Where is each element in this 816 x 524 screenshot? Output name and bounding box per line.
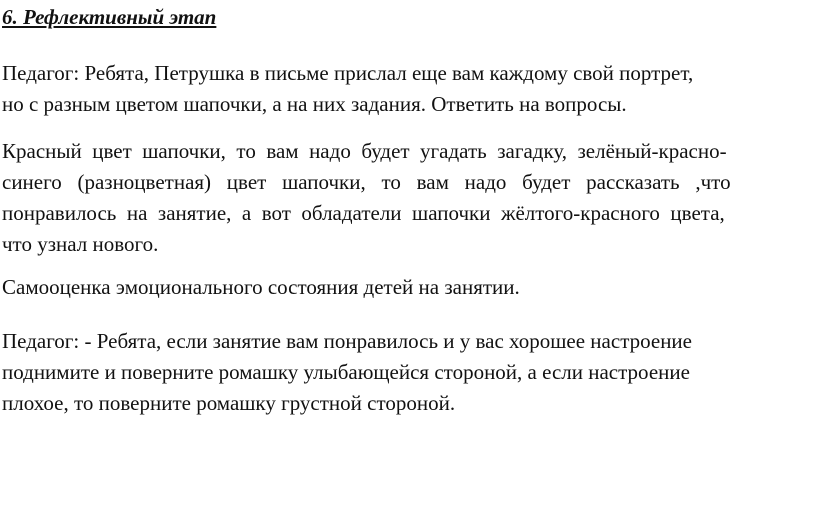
text-line: но с разным цветом шапочки, а на них задания. Ответить на вопросы. <box>2 92 627 116</box>
text-line: Красный цвет шапочки, то вам надо будет угадать загадку, зелёный-красно- <box>2 139 727 163</box>
section-heading: 6. Рефлективный этап <box>2 5 217 29</box>
text-line: что узнал нового. <box>2 232 159 256</box>
paragraph-cap-colors <box>2 136 810 260</box>
text-line: Педагог: - Ребята, если занятие вам понравилось и у вас хорошее настроение <box>2 329 692 353</box>
text-line: поднимите и поверните ромашку улыбающейся стороной, а если настроение <box>2 360 690 384</box>
text-line: Педагог: Ребята, Петрушка в письме прислал еще вам каждому свой портрет, <box>2 61 694 85</box>
paragraph-teacher-daisy <box>2 326 810 419</box>
paragraph-self-assessment <box>2 272 810 303</box>
paragraph-teacher-intro <box>2 58 810 120</box>
text-line: понравилось на занятие, а вот обладатели шапочки жёлтого-красного цвета, <box>2 201 725 225</box>
text-line: синего (разноцветная) цвет шапочки, то вам надо будет рассказать ,что <box>2 170 731 194</box>
text-line: Самооценка эмоционального состояния детей на занятии. <box>2 275 520 299</box>
text-line: плохое, то поверните ромашку грустной стороной. <box>2 391 456 415</box>
